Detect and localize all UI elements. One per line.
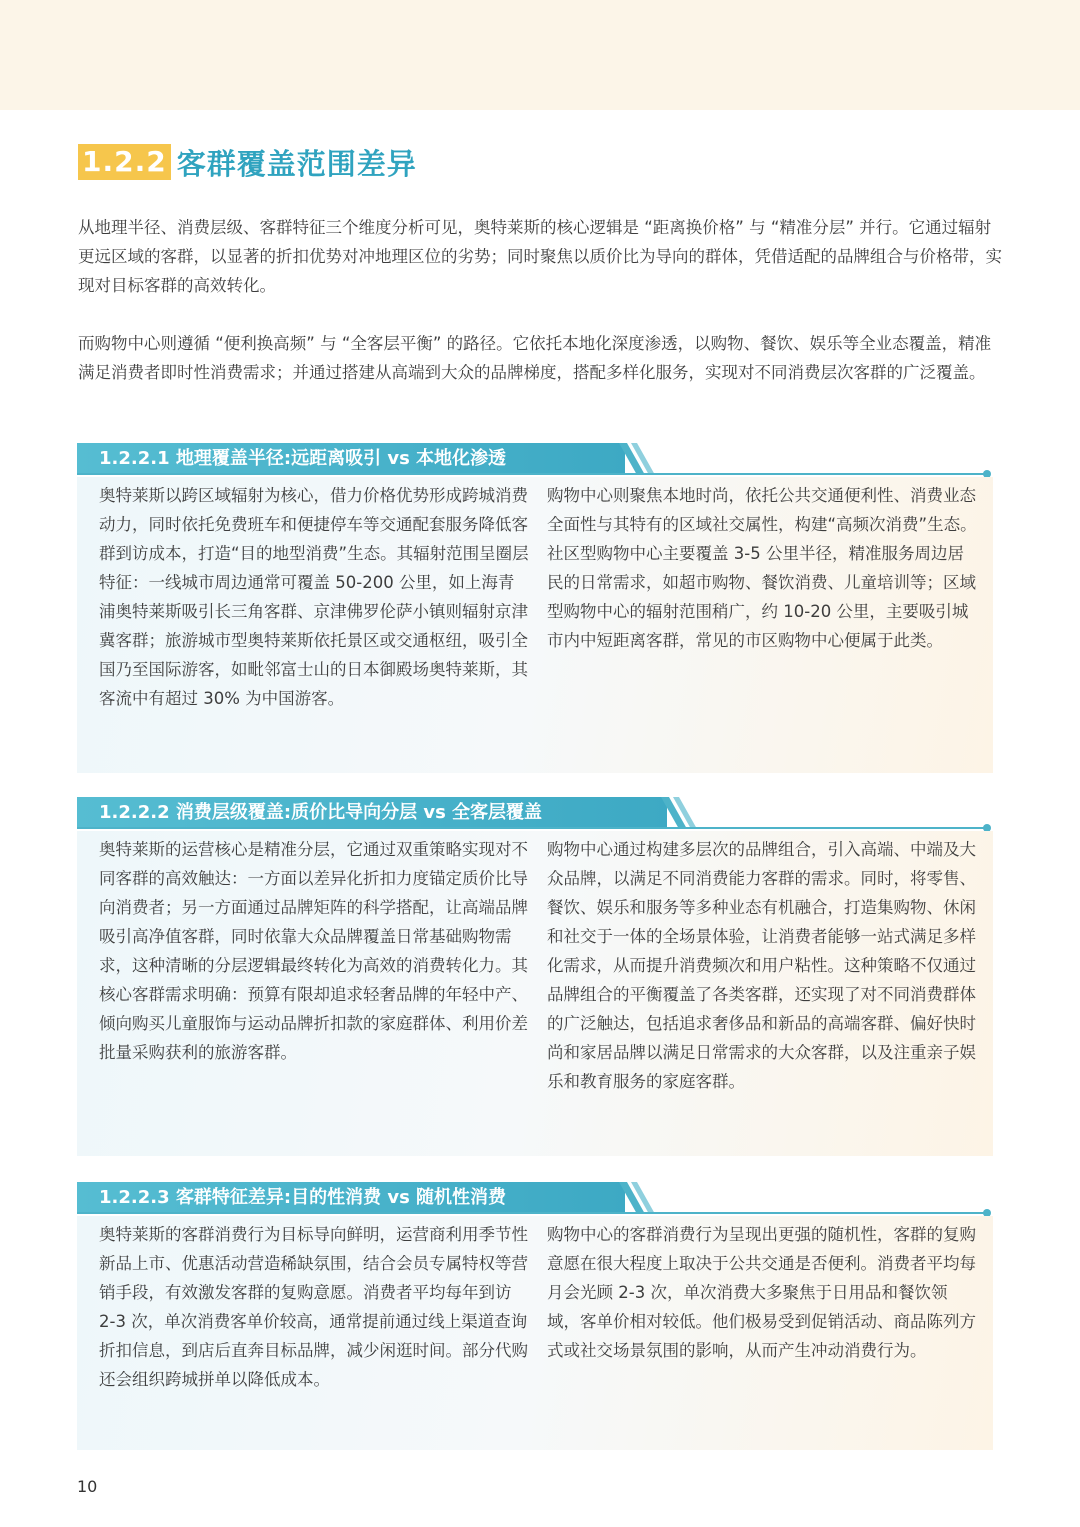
mall-column: 购物中心的客群消费行为呈现出更强的随机性，客群的复购意愿在很大程度上取决于公共交通是否便利。消费者平均每月会光顾 2-3 次，单次消费大多聚焦于日用品和餐饮领域，客单价相对较低。他们极易受到促销活动、商品陈列方式或社交场景氛围的影响，从而产生冲动消费行为。 (547, 1225, 976, 1360)
intro-paragraph-1: 从地理半径、消费层级、客群特征三个维度分析可见，奥特莱斯的核心逻辑是 “距离换价格” 与 “精准分层” 并行。它通过辐射更远区域的客群，以显著的折扣优势对冲地理区位的劣势；同时聚焦以质价比为导向的群体，凭借适配的品牌组合与价格带，实现对目标客群的高效转化。 (78, 218, 1002, 295)
stripe-decoration-icon (615, 1182, 655, 1214)
subsection-header (77, 797, 993, 831)
subsection-geographic-radius (77, 443, 993, 773)
subsection-consumption-tier (77, 797, 993, 1156)
subsection-header (77, 443, 993, 477)
subsection-body (77, 1216, 993, 1450)
stripe-decoration-icon (615, 443, 655, 475)
outlet-column: 奥特莱斯的运营核心是精准分层，它通过双重策略实现对不同客群的高效触达：一方面以差异化折扣力度锚定质价比导向消费者；另一方面通过品牌矩阵的科学搭配，让高端品牌吸引高净值客群，同时依靠大众品牌覆盖日常基础购物需求，这种清晰的分层逻辑最终转化为高效的消费转化力。其核心客群需求明确：预算有限却追求轻奢品牌的年轻中产、倾向购买儿童服饰与运动品牌折扣款的家庭群体、利用价差批量采购获利的旅游客群。 (99, 840, 528, 1062)
section-heading (78, 144, 417, 180)
subsection-body (77, 477, 993, 773)
section-number: 1.2.2 (78, 144, 171, 180)
subsection-rule (77, 1212, 985, 1214)
subsection-header (77, 1182, 993, 1216)
subsection-title: 1.2.2.2 消费层级覆盖:质价比导向分层 vs 全客层覆盖 (77, 797, 667, 829)
outlet-column: 奥特莱斯的客群消费行为目标导向鲜明，运营商利用季节性新品上市、优惠活动营造稀缺氛围，结合会员专属特权等营销手段，有效激发客群的复购意愿。消费者平均每年到访 2-3 次，单次消费客单价较高，通常提前通过线上渠道查询折扣信息，到店后直奔目标品牌，减少闲逛时间。部分代购还会组织跨城拼单以降低成本。 (99, 1225, 528, 1389)
subsection-body (77, 831, 993, 1156)
subsection-title: 1.2.2.1 地理覆盖半径:远距离吸引 vs 本地化渗透 (77, 443, 625, 475)
subsection-rule (77, 827, 985, 829)
subsection-rule (77, 473, 985, 475)
section-title: 客群覆盖范围差异 (176, 146, 417, 181)
top-band (0, 0, 1080, 110)
outlet-column: 奥特莱斯以跨区域辐射为核心，借力价格优势形成跨城消费动力，同时依托免费班车和便捷停车等交通配套服务降低客群到访成本，打造“目的地型消费”生态。其辐射范围呈圈层特征：一线城市周边通常可覆盖 50-200 公里，如上海青浦奥特莱斯吸引长三角客群、京津佛罗伦萨小镇则辐射京津冀客群；旅游城市型奥特莱斯依托景区或交通枢纽，吸引全国乃至国际游客，如毗邻富士山的日本御殿场奥特莱斯，其客流中有超过 30% 为中国游客。 (99, 486, 529, 708)
mall-column: 购物中心则聚焦本地时尚，依托公共交通便利性、消费业态全面性与其特有的区域社交属性，构建“高频次消费”生态。社区型购物中心主要覆盖 3-5 公里半径，精准服务周边居民的日常需求，如超市购物、餐饮消费、儿童培训等；区域型购物中心的辐射范围稍广，约 10-20 公里，主要吸引城市内中短距离客群，常见的市区购物中心便属于此类。 (547, 486, 977, 650)
intro-paragraph-2: 而购物中心则遵循 “便利换高频” 与 “全客层平衡” 的路径。它依托本地化深度渗透，以购物、餐饮、娱乐等全业态覆盖，精准满足消费者即时性消费需求；并通过搭建从高端到大众的品牌梯度，搭配多样化服务，实现对不同消费层次客群的广泛覆盖。 (78, 334, 992, 382)
page-number: 10 (77, 1477, 98, 1496)
mall-column: 购物中心通过构建多层次的品牌组合，引入高端、中端及大众品牌，以满足不同消费能力客群的需求。同时，将零售、餐饮、娱乐和服务等多种业态有机融合，打造集购物、休闲和社交于一体的全场景体验，让消费者能够一站式满足多样化需求，从而提升消费频次和用户粘性。这种策略不仅通过品牌组合的平衡覆盖了各类客群，还实现了对不同消费群体的广泛触达，包括追求奢侈品和新品的高端客群、偏好快时尚和家居品牌以满足日常需求的大众客群，以及注重亲子娱乐和教育服务的家庭客群。 (547, 840, 976, 1091)
subsection-customer-traits (77, 1182, 993, 1450)
stripe-decoration-icon (657, 797, 697, 829)
subsection-title: 1.2.2.3 客群特征差异:目的性消费 vs 随机性消费 (77, 1182, 625, 1214)
